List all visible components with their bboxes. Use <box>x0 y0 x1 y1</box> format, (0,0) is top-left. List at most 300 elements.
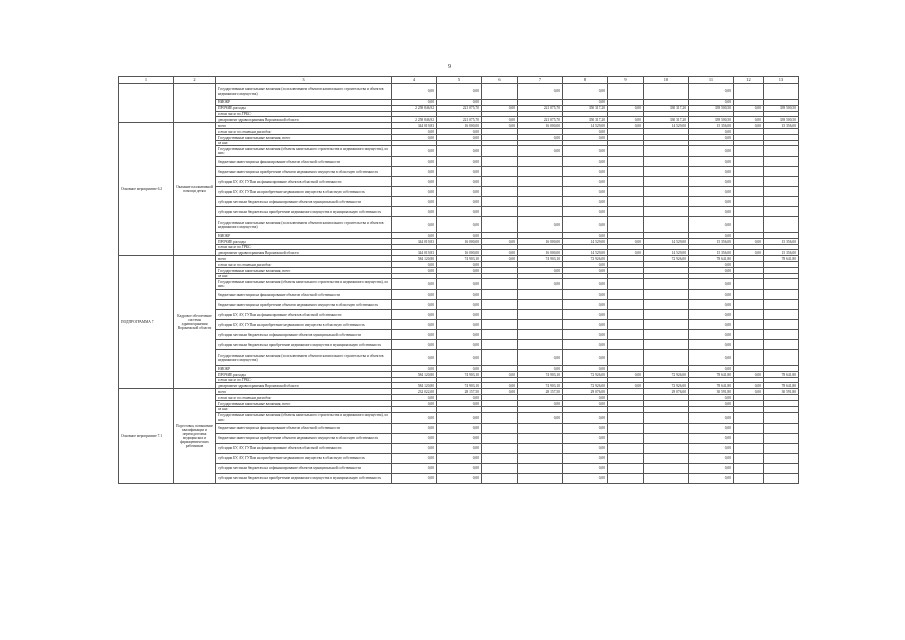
amount-cell <box>482 207 518 217</box>
amount-cell: 72 926,00 <box>563 256 608 262</box>
amount-cell <box>734 412 764 423</box>
amount-cell <box>734 177 764 187</box>
amount-cell <box>482 197 518 207</box>
amount-cell <box>518 330 563 340</box>
amount-cell <box>518 290 563 300</box>
amount-cell: 28 157,50 <box>518 389 563 395</box>
table-row <box>119 187 799 197</box>
amount-cell: 0,00 <box>518 279 563 290</box>
amount-cell <box>518 453 563 463</box>
amount-cell <box>608 310 644 320</box>
amount-cell: 0,00 <box>563 279 608 290</box>
amount-cell: 0,00 <box>608 106 644 112</box>
amount-cell <box>608 187 644 197</box>
amount-cell: 0,00 <box>482 123 518 129</box>
expense-description-cell: Государственные капитальные вложения, всего <box>216 135 392 141</box>
amount-cell: 0,00 <box>392 412 437 423</box>
amount-cell <box>764 290 799 300</box>
section-title-cell: Кадровое обеспечение системы здравоохранения Воронежской области <box>174 256 216 389</box>
amount-cell <box>764 217 799 233</box>
amount-cell <box>518 187 563 197</box>
amount-cell: 0,00 <box>689 262 734 268</box>
amount-cell: 0,00 <box>437 129 482 135</box>
amount-cell: 0,00 <box>392 366 437 372</box>
amount-cell: 0,00 <box>563 310 608 320</box>
amount-cell <box>482 453 518 463</box>
amount-cell <box>764 177 799 187</box>
amount-cell <box>764 320 799 330</box>
table-row <box>119 423 799 433</box>
amount-cell: 221 075,70 <box>518 106 563 112</box>
amount-cell: 2 258 846,92 <box>392 117 437 123</box>
expense-description-cell: субсидии местным бюджетам на софинансирование объектов муниципальной собственности <box>216 330 392 340</box>
amount-cell: 14 529,00 <box>563 123 608 129</box>
amount-cell: 0,00 <box>392 433 437 443</box>
amount-cell <box>734 350 764 366</box>
expense-description-cell: всего <box>216 123 392 129</box>
amount-cell: 0,00 <box>437 330 482 340</box>
amount-cell: 74 903,10 <box>437 256 482 262</box>
amount-cell <box>734 463 764 473</box>
amount-cell: 0,00 <box>437 401 482 407</box>
expense-description-cell: департамент здравоохранения Воронежской области <box>216 250 392 256</box>
amount-cell: 0,00 <box>689 473 734 483</box>
amount-cell: 0,00 <box>437 340 482 350</box>
amount-cell: 0,00 <box>437 262 482 268</box>
amount-cell: 0,00 <box>518 217 563 233</box>
table-row <box>119 473 799 483</box>
column-header: 13 <box>764 77 799 84</box>
expense-description-cell: из них: <box>216 274 392 279</box>
amount-cell: 0,00 <box>482 250 518 256</box>
amount-cell <box>608 433 644 443</box>
amount-cell: 0,00 <box>689 157 734 167</box>
amount-cell: 0,00 <box>608 123 644 129</box>
amount-cell: 0,00 <box>437 412 482 423</box>
amount-cell: 0,00 <box>689 401 734 407</box>
expense-description-cell: субсидии БУ, АУ, ГУПам на приобретение недвижимого имущества в областную собственность <box>216 187 392 197</box>
amount-cell: 0,00 <box>689 433 734 443</box>
amount-cell: 0,00 <box>734 117 764 123</box>
amount-cell <box>482 473 518 483</box>
amount-cell: 16 000,00 <box>518 123 563 129</box>
amount-cell: 0,00 <box>563 473 608 483</box>
amount-cell: 0,00 <box>437 167 482 177</box>
amount-cell: 0,00 <box>689 350 734 366</box>
expense-description-cell: Государственные капитальные вложения, всего <box>216 268 392 274</box>
amount-cell <box>644 433 689 443</box>
amount-cell <box>644 340 689 350</box>
amount-cell <box>644 167 689 177</box>
amount-cell <box>644 423 689 433</box>
amount-cell <box>764 473 799 483</box>
expense-description-cell: субсидии БУ, АУ, ГУПам на приобретение недвижимого имущества в областную собственность <box>216 453 392 463</box>
expense-description-cell: в том числе по ГРБС: <box>216 378 392 383</box>
amount-cell: 0,00 <box>392 279 437 290</box>
amount-cell <box>644 443 689 453</box>
amount-cell <box>482 157 518 167</box>
amount-cell <box>764 330 799 340</box>
amount-cell: 15 356,00 <box>689 239 734 245</box>
amount-cell: 0,00 <box>689 146 734 157</box>
column-header: 7 <box>518 77 563 84</box>
amount-cell <box>608 300 644 310</box>
amount-cell: 14 529,00 <box>644 250 689 256</box>
amount-cell <box>734 320 764 330</box>
amount-cell: 0,00 <box>563 423 608 433</box>
expense-description-cell: ПРОЧИЕ расходы <box>216 372 392 378</box>
column-header: 9 <box>608 77 644 84</box>
amount-cell: 0,00 <box>608 250 644 256</box>
amount-cell: 0,00 <box>689 340 734 350</box>
table-row <box>119 350 799 366</box>
amount-cell <box>608 340 644 350</box>
table-row <box>119 207 799 217</box>
amount-cell: 0,00 <box>689 423 734 433</box>
column-header: 4 <box>392 77 437 84</box>
table-body <box>119 77 799 484</box>
amount-cell <box>518 463 563 473</box>
amount-cell <box>518 320 563 330</box>
table-row <box>119 167 799 177</box>
amount-cell: 0,00 <box>563 330 608 340</box>
section-name-cell: Основное мероприятие 7.1 <box>119 389 174 483</box>
expense-description-cell: субсидии местным бюджетам на приобретение недвижимого имущества в муниципальную собственность <box>216 473 392 483</box>
amount-cell: 584 120,80 <box>392 372 437 378</box>
amount-cell <box>644 207 689 217</box>
header-row <box>119 77 799 84</box>
amount-cell <box>482 310 518 320</box>
amount-cell <box>518 197 563 207</box>
expense-description-cell: из них: <box>216 407 392 412</box>
amount-cell: 0,00 <box>563 340 608 350</box>
amount-cell: 0,00 <box>482 117 518 123</box>
amount-cell: 0,00 <box>392 233 437 239</box>
amount-cell <box>734 290 764 300</box>
amount-cell <box>518 207 563 217</box>
amount-cell: 0,00 <box>437 146 482 157</box>
amount-cell: 0,00 <box>563 233 608 239</box>
amount-cell: 78 641,80 <box>689 256 734 262</box>
expense-description-cell: в том числе по ГРБС: <box>216 112 392 117</box>
amount-cell: 584 120,80 <box>392 256 437 262</box>
amount-cell: 0,00 <box>437 100 482 106</box>
amount-cell <box>518 423 563 433</box>
amount-cell <box>608 207 644 217</box>
table-row <box>119 197 799 207</box>
amount-cell: 0,00 <box>563 268 608 274</box>
amount-cell: 0,00 <box>392 320 437 330</box>
column-header: 3 <box>216 77 392 84</box>
amount-cell <box>734 473 764 483</box>
amount-cell: 0,00 <box>734 239 764 245</box>
amount-cell: 0,00 <box>392 100 437 106</box>
section-title-cell: Подготовка, повышение квалификации и переподготовка медицинских и фармацевтических работников <box>174 389 216 483</box>
amount-cell: 0,00 <box>563 135 608 141</box>
column-header: 6 <box>482 77 518 84</box>
amount-cell <box>608 177 644 187</box>
amount-cell: 0,00 <box>518 146 563 157</box>
amount-cell: 0,00 <box>437 217 482 233</box>
section-name-cell <box>119 84 174 123</box>
expense-description-cell: бюджетные инвестиции на финансирование объектов областной собственности <box>216 157 392 167</box>
amount-cell <box>644 300 689 310</box>
section-name-cell: ПОДПРОГРАММА 7 <box>119 256 174 389</box>
expense-description-cell: ПРОЧИЕ расходы <box>216 239 392 245</box>
amount-cell: 0,00 <box>437 310 482 320</box>
section-name-cell: Основное мероприятие 6.2 <box>119 123 174 256</box>
amount-cell: 29 076,00 <box>644 389 689 395</box>
amount-cell: 78 641,80 <box>764 256 799 262</box>
amount-cell <box>764 197 799 207</box>
amount-cell <box>608 167 644 177</box>
expense-description-cell: бюджетные инвестиции на приобретение объектов недвижимого имущества в областную собственность <box>216 167 392 177</box>
amount-cell: 0,00 <box>563 433 608 443</box>
amount-cell: 0,00 <box>689 167 734 177</box>
amount-cell <box>608 279 644 290</box>
amount-cell: 0,00 <box>608 383 644 389</box>
amount-cell <box>644 463 689 473</box>
amount-cell: 0,00 <box>563 443 608 453</box>
expense-description-cell: из них: <box>216 141 392 146</box>
column-header: 11 <box>689 77 734 84</box>
section-title-cell: Оказание паллиативной помощи детям <box>174 123 216 256</box>
expense-description-cell: субсидии БУ, АУ, ГУПам на финансирование объектов областной собственности <box>216 310 392 320</box>
expense-description-cell: Государственные капитальные вложения (за исключением объектов капитального строительства и объектов недвижимого имущества) <box>216 350 392 366</box>
amount-cell <box>764 146 799 157</box>
amount-cell <box>644 177 689 187</box>
amount-cell: 0,00 <box>563 395 608 401</box>
amount-cell <box>482 300 518 310</box>
expense-description-cell: всего <box>216 256 392 262</box>
table-row <box>119 443 799 453</box>
amount-cell: 0,00 <box>437 157 482 167</box>
table-row <box>119 157 799 167</box>
amount-cell: 221 075,70 <box>518 117 563 123</box>
amount-cell: 0,00 <box>563 157 608 167</box>
amount-cell: 0,00 <box>437 433 482 443</box>
amount-cell: 14 529,00 <box>563 239 608 245</box>
amount-cell <box>482 463 518 473</box>
amount-cell <box>644 320 689 330</box>
expense-description-cell: субсидии БУ, АУ, ГУПам на приобретение недвижимого имущества в областную собственность <box>216 320 392 330</box>
amount-cell <box>764 279 799 290</box>
amount-cell: 330 317,20 <box>644 106 689 112</box>
amount-cell <box>608 197 644 207</box>
amount-cell <box>608 290 644 300</box>
amount-cell: 72 926,00 <box>644 383 689 389</box>
amount-cell: 0,00 <box>689 463 734 473</box>
amount-cell: 0,00 <box>518 350 563 366</box>
amount-cell: 0,00 <box>689 187 734 197</box>
amount-cell: 0,00 <box>563 366 608 372</box>
amount-cell: 0,00 <box>392 262 437 268</box>
table-row <box>119 300 799 310</box>
amount-cell: 0,00 <box>392 207 437 217</box>
column-header: 1 <box>119 77 174 84</box>
amount-cell: 0,00 <box>437 268 482 274</box>
expense-description-cell: в том числе по ГРБС: <box>216 245 392 250</box>
amount-cell: 0,00 <box>734 123 764 129</box>
amount-cell: 0,00 <box>689 330 734 340</box>
expense-description-cell: НИОКР <box>216 100 392 106</box>
amount-cell <box>644 330 689 340</box>
amount-cell: 0,00 <box>689 84 734 100</box>
amount-cell: 72 926,00 <box>563 372 608 378</box>
amount-cell <box>482 423 518 433</box>
expense-description-cell: бюджетные инвестиции на финансирование объектов областной собственности <box>216 290 392 300</box>
amount-cell: 0,00 <box>437 177 482 187</box>
table-row <box>119 310 799 320</box>
amount-cell: 0,00 <box>689 290 734 300</box>
amount-cell: 0,00 <box>563 129 608 135</box>
amount-cell <box>734 157 764 167</box>
amount-cell: 0,00 <box>437 350 482 366</box>
amount-cell <box>482 146 518 157</box>
amount-cell: 74 903,10 <box>518 372 563 378</box>
amount-cell <box>644 84 689 100</box>
amount-cell: 0,00 <box>518 366 563 372</box>
amount-cell <box>764 433 799 443</box>
amount-cell: 0,00 <box>392 129 437 135</box>
amount-cell: 0,00 <box>392 395 437 401</box>
amount-cell: 0,00 <box>689 100 734 106</box>
amount-cell: 0,00 <box>518 135 563 141</box>
expense-description-cell: Государственные капитальные вложения (за исключением объектов капитального строительства и объектов недвижимого имущества) <box>216 217 392 233</box>
amount-cell <box>764 463 799 473</box>
amount-cell <box>518 340 563 350</box>
table-row <box>119 320 799 330</box>
amount-cell <box>482 330 518 340</box>
amount-cell: 221 075,70 <box>437 117 482 123</box>
amount-cell <box>482 433 518 443</box>
amount-cell: 0,00 <box>563 262 608 268</box>
amount-cell <box>608 157 644 167</box>
amount-cell <box>764 84 799 100</box>
expense-description-cell: Государственные капитальные вложения (объекты капитального строительства и недвижимого имущества), из них: <box>216 279 392 290</box>
amount-cell: 0,00 <box>437 443 482 453</box>
amount-cell <box>608 443 644 453</box>
amount-cell: 0,00 <box>689 412 734 423</box>
amount-cell: 0,00 <box>482 106 518 112</box>
amount-cell: 221 075,70 <box>437 106 482 112</box>
amount-cell: 0,00 <box>689 366 734 372</box>
amount-cell: 0,00 <box>518 268 563 274</box>
amount-cell: 0,00 <box>563 320 608 330</box>
table-row <box>119 84 799 100</box>
amount-cell: 0,00 <box>437 290 482 300</box>
amount-cell: 0,00 <box>437 300 482 310</box>
amount-cell: 74 903,10 <box>437 383 482 389</box>
amount-cell: 0,00 <box>392 350 437 366</box>
expense-description-cell: ПРОЧИЕ расходы <box>216 106 392 112</box>
amount-cell <box>518 167 563 177</box>
amount-cell: 0,00 <box>392 146 437 157</box>
amount-cell: 0,00 <box>563 197 608 207</box>
amount-cell: 0,00 <box>563 412 608 423</box>
amount-cell: 0,00 <box>392 157 437 167</box>
amount-cell <box>644 453 689 463</box>
amount-cell <box>608 423 644 433</box>
amount-cell <box>764 207 799 217</box>
amount-cell: 0,00 <box>437 320 482 330</box>
expense-description-cell: субсидии местным бюджетам на приобретение недвижимого имущества в муниципальную собственность <box>216 340 392 350</box>
amount-cell: 339 500,50 <box>689 106 734 112</box>
amount-cell <box>644 350 689 366</box>
amount-cell: 0,00 <box>734 106 764 112</box>
amount-cell <box>644 290 689 300</box>
amount-cell: 0,00 <box>689 177 734 187</box>
amount-cell: 0,00 <box>392 290 437 300</box>
amount-cell: 0,00 <box>392 187 437 197</box>
amount-cell: 0,00 <box>482 389 518 395</box>
amount-cell <box>644 412 689 423</box>
amount-cell: 78 641,80 <box>689 383 734 389</box>
amount-cell: 0,00 <box>689 279 734 290</box>
amount-cell: 0,00 <box>437 207 482 217</box>
expense-description-cell: департамент здравоохранения Воронежской области <box>216 383 392 389</box>
amount-cell <box>482 177 518 187</box>
amount-cell: 0,00 <box>563 167 608 177</box>
amount-cell: 78 641,80 <box>764 383 799 389</box>
table-row <box>119 463 799 473</box>
amount-cell: 0,00 <box>608 117 644 123</box>
budget-table <box>118 76 799 484</box>
amount-cell: 0,00 <box>518 401 563 407</box>
amount-cell <box>518 177 563 187</box>
amount-cell: 0,00 <box>734 389 764 395</box>
amount-cell <box>734 167 764 177</box>
table-row <box>119 177 799 187</box>
amount-cell: 350 317,20 <box>563 117 608 123</box>
amount-cell <box>482 167 518 177</box>
expense-description-cell: субсидии БУ, АУ, ГУПам на финансирование объектов областной собственности <box>216 177 392 187</box>
amount-cell <box>608 350 644 366</box>
expense-description-cell: в том числе по статьям расходов: <box>216 395 392 401</box>
amount-cell <box>608 473 644 483</box>
amount-cell <box>518 300 563 310</box>
amount-cell: 15 356,00 <box>764 239 799 245</box>
amount-cell: 0,00 <box>482 383 518 389</box>
amount-cell: 0,00 <box>437 135 482 141</box>
amount-cell: 0,00 <box>392 453 437 463</box>
amount-cell: 0,00 <box>518 412 563 423</box>
expense-description-cell: Государственные капитальные вложения (за исключением объектов капитального строительства и объектов недвижимого имущества) <box>216 84 392 100</box>
amount-cell: 0,00 <box>563 187 608 197</box>
amount-cell <box>764 443 799 453</box>
amount-cell: 344 019,83 <box>392 250 437 256</box>
amount-cell: 350 317,20 <box>563 106 608 112</box>
amount-cell <box>764 423 799 433</box>
expense-description-cell: бюджетные инвестиции на приобретение объектов недвижимого имущества в областную собственность <box>216 300 392 310</box>
amount-cell: 0,00 <box>392 473 437 483</box>
amount-cell: 16 000,00 <box>518 250 563 256</box>
amount-cell <box>482 320 518 330</box>
amount-cell <box>644 146 689 157</box>
amount-cell: 0,00 <box>689 207 734 217</box>
amount-cell: 0,00 <box>689 135 734 141</box>
amount-cell <box>734 279 764 290</box>
amount-cell: 339 500,50 <box>764 117 799 123</box>
expense-description-cell: бюджетные инвестиции на приобретение объектов недвижимого имущества в областную собственность <box>216 433 392 443</box>
amount-cell <box>764 340 799 350</box>
amount-cell: 0,00 <box>482 372 518 378</box>
amount-cell: 0,00 <box>392 401 437 407</box>
amount-cell <box>644 187 689 197</box>
amount-cell <box>608 463 644 473</box>
amount-cell: 0,00 <box>437 197 482 207</box>
amount-cell: 0,00 <box>518 84 563 100</box>
